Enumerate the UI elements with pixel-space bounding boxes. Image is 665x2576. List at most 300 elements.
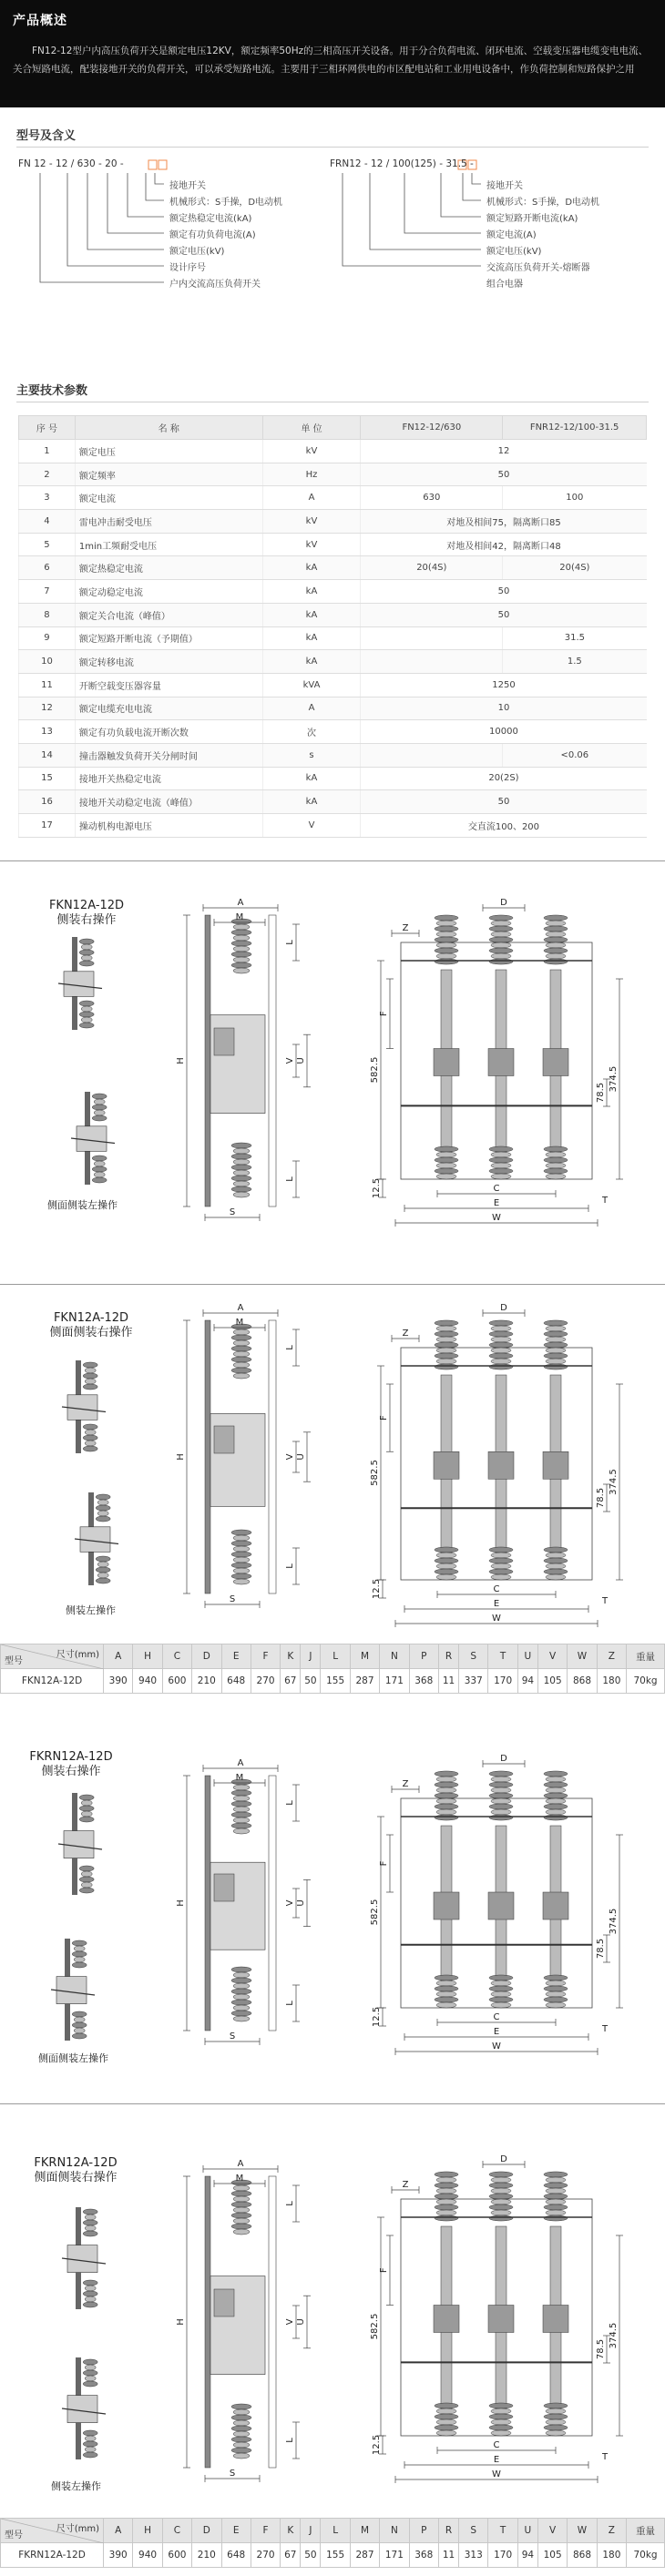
arc-chamber [434, 2306, 459, 2333]
dim-table-header [1, 2519, 665, 2543]
dim-value-cell: 940 [133, 2543, 162, 2568]
model-leader-lines [0, 153, 665, 317]
dim-value-cell: 287 [350, 1669, 379, 1694]
dim-value-cell: 210 [192, 2543, 221, 2568]
dimension-label: Z [402, 2180, 409, 2190]
arc-chamber [434, 1892, 459, 1919]
dimension-label: 582.5 [370, 1460, 380, 1486]
dimension-label: F [379, 1860, 389, 1867]
dimension-label: L [285, 1176, 295, 1182]
spec-cell: 1min工频耐受电压 [75, 533, 262, 556]
dim-col-header: 重量 [627, 2519, 665, 2543]
dimension-label: L [285, 2001, 295, 2006]
spec-cell: 对地及相间75，隔离断口85 [361, 510, 647, 534]
insulator-icon [83, 2280, 97, 2307]
spec-cell [361, 650, 503, 674]
dimension-label: D [500, 1303, 507, 1313]
dim-col-header: H [133, 2519, 162, 2543]
dim-table-corner [1, 2519, 104, 2543]
arc-chamber [488, 2306, 514, 2333]
dimension-label: 374.5 [609, 2322, 619, 2349]
dim-col-header: T [488, 2519, 517, 2543]
dim-value-cell: 648 [221, 2543, 251, 2568]
dim-value-cell: 313 [459, 2543, 488, 2568]
dimension-label: L [285, 2438, 295, 2443]
spec-cell: 撞击器触发负荷开关分闸时间 [75, 743, 262, 767]
insulator-icon [72, 2011, 87, 2039]
spec-cell: 50 [361, 790, 647, 814]
dimension-label: E [493, 2027, 500, 2037]
dim-value-cell: 50 [301, 2543, 321, 2568]
side-dimension-view [169, 1302, 314, 1612]
dimension-label: 582.5 [370, 2313, 380, 2340]
drawing-fkn12a-right [0, 860, 665, 1284]
dimension-label: A [237, 2159, 244, 2169]
spec-cell: kA [262, 767, 361, 790]
dim-value-cell: 270 [251, 1669, 280, 1694]
dim-table-corner [1, 1644, 104, 1669]
dim-col-header: K [281, 2519, 301, 2543]
drawing-caption: 侧面侧装左操作 [38, 2052, 108, 2064]
spec-cell: 3 [19, 486, 76, 510]
insulator-icon [489, 915, 513, 964]
spec-table-row [19, 603, 647, 626]
dimension-label: T [601, 2452, 609, 2462]
insulator-icon [544, 1146, 568, 1179]
spec-cell: 8 [19, 603, 76, 626]
dimension-label: Z [402, 923, 409, 933]
spec-cell: 操动机构电源电压 [75, 814, 262, 838]
insulator-icon [435, 1771, 458, 1820]
spec-table-row [19, 767, 647, 790]
mechanism-box [80, 1527, 110, 1553]
spec-cell: kV [262, 510, 361, 534]
dimension-label: 374.5 [609, 1469, 619, 1495]
spec-cell: kA [262, 556, 361, 580]
insulator-icon [92, 1094, 107, 1121]
dimension-label: V [285, 1899, 295, 1907]
dimension-label: T [601, 1596, 609, 1606]
spec-table-row [19, 697, 647, 720]
side-dimension-view [169, 1757, 314, 2049]
dim-col-header: R [438, 1644, 458, 1669]
dim-col-header: C [162, 1644, 191, 1669]
dim-col-header: D [192, 2519, 221, 2543]
spec-cell: 15 [19, 767, 76, 790]
right-label-1: 接地开关 [486, 181, 523, 191]
spec-cell: 6 [19, 556, 76, 580]
dim-col-header: W [568, 2519, 597, 2543]
insulator-icon [489, 1975, 513, 2008]
insulator-icon [83, 1362, 97, 1390]
dimension-label: 12.5 [372, 2006, 382, 2028]
side-view-thumbnail [56, 1357, 111, 1457]
spec-table-row [19, 510, 647, 534]
dim-value-cell: 171 [380, 1669, 409, 1694]
side-view-thumbnail [46, 1935, 100, 2044]
dimension-label: C [493, 1184, 500, 1194]
dimension-label: 582.5 [370, 1056, 380, 1084]
drawing-title-text: FKN12A-12D 侧装右操作 [48, 899, 125, 927]
spec-cell: s [262, 743, 361, 767]
dim-col-header: E [221, 2519, 251, 2543]
dimension-label: U [296, 1057, 306, 1064]
insulator-icon [231, 919, 251, 973]
dim-col-header: S [459, 1644, 488, 1669]
spec-cell: 4 [19, 510, 76, 534]
overview-title: 产品概述 [13, 14, 67, 28]
dimension-label: V [285, 1057, 295, 1064]
dimension-label: Z [402, 1329, 409, 1339]
right-label-5: 额定电压(kV) [486, 247, 542, 257]
dimension-label: U [296, 1453, 306, 1461]
dimension-label: V [285, 1453, 295, 1461]
frame-outline [269, 1776, 276, 2031]
spec-cell: 11 [19, 673, 76, 697]
dimension-label: H [176, 1453, 186, 1461]
spec-table-row [19, 626, 647, 650]
spec-cell: 额定短路开断电流（予期值） [75, 626, 262, 650]
spec-cell: kA [262, 650, 361, 674]
spec-table-body [19, 440, 647, 838]
dimension-label: M [235, 2174, 244, 2184]
spec-table-row [19, 533, 647, 556]
spec-cell: 额定电压 [75, 440, 262, 463]
dim-table-fkn12a [0, 1644, 665, 1694]
insulator-icon [544, 1547, 568, 1580]
dimension-label: 582.5 [370, 1899, 380, 1926]
insulator-icon [544, 1975, 568, 2008]
spec-cell: 5 [19, 533, 76, 556]
dim-col-header: S [459, 2519, 488, 2543]
spec-table-row [19, 486, 647, 510]
dim-col-header: H [133, 1644, 162, 1669]
dim-value-cell: 170 [488, 2543, 517, 2568]
spec-cell: 额定热稳定电流 [75, 556, 262, 580]
dim-col-header: J [301, 2519, 321, 2543]
left-label-4: 额定有功负荷电流(A) [169, 230, 256, 240]
dim-table-row [1, 2543, 665, 2568]
dim-model-cell: FKN12A-12D [1, 1669, 104, 1694]
insulator-icon [96, 1556, 110, 1583]
mechanism-box [67, 2245, 97, 2273]
left-label-1: 接地开关 [169, 181, 206, 191]
side-view-thumbnail [53, 1789, 107, 1899]
side-view-thumbnail [53, 933, 107, 1033]
insulator-icon [435, 2403, 458, 2436]
spec-cell: 额定动稳定电流 [75, 580, 262, 604]
drawing-caption: 侧装左操作 [51, 2480, 101, 2492]
insulator-icon [544, 2172, 568, 2221]
dim-col-header: R [438, 2519, 458, 2543]
dimension-label: 374.5 [609, 1908, 619, 1935]
spec-cell: 50 [361, 463, 647, 486]
right-label-4: 额定电流(A) [486, 230, 537, 240]
model-code-diagram [0, 153, 665, 317]
insulator-icon [489, 1320, 513, 1369]
dim-value-cell: 270 [251, 2543, 280, 2568]
dim-col-header: K [281, 1644, 301, 1669]
spec-table-row [19, 440, 647, 463]
dim-value-cell: 170 [488, 1669, 517, 1694]
spec-cell: 接地开关动稳定电流（峰值） [75, 790, 262, 814]
spec-cell: 50 [361, 603, 647, 626]
dim-value-cell: 287 [350, 2543, 379, 2568]
dim-col-header: A [104, 1644, 133, 1669]
side-view-thumbnail [69, 1489, 124, 1589]
dim-col-header: N [380, 2519, 409, 2543]
model-code-right: FRN12 - 12 / 100(125) - 31.5 - [330, 158, 474, 169]
spec-cell: 630 [361, 486, 503, 510]
insulator-icon [231, 1967, 251, 2021]
drawing-title-text: FKRN12A-12D 侧面侧装右操作 [34, 2156, 118, 2184]
front-dimension-view [364, 2153, 638, 2490]
spec-section-title: 主要技术参数 [16, 384, 88, 398]
spec-table-row [19, 580, 647, 604]
spec-cell: 31.5 [503, 626, 647, 650]
insulator-icon [489, 1547, 513, 1580]
dim-value-cell: 600 [162, 2543, 191, 2568]
dim-value-cell: 94 [517, 2543, 537, 2568]
dimension-label: E [493, 2455, 500, 2465]
dim-value-cell: 368 [409, 1669, 438, 1694]
dimension-label: F [379, 1011, 389, 1017]
insulator-icon [79, 1001, 94, 1028]
insulator-icon [435, 1547, 458, 1580]
dim-col-header: N [380, 1644, 409, 1669]
dim-col-header: W [568, 1644, 597, 1669]
dim-value-cell: 67 [281, 1669, 301, 1694]
spec-cell: 10000 [361, 720, 647, 744]
section-divider [16, 147, 649, 148]
arc-chamber [488, 1451, 514, 1479]
insulator-icon [83, 2359, 97, 2387]
spec-table-row [19, 673, 647, 697]
spec-cell: 1250 [361, 673, 647, 697]
dimension-label: 374.5 [609, 1065, 619, 1093]
arc-chamber [434, 1451, 459, 1479]
spec-table-row [19, 790, 647, 814]
insulator-icon [435, 2172, 458, 2221]
right-label-2: 机械形式：S手操，D电动机 [486, 198, 600, 208]
spec-cell: kA [262, 790, 361, 814]
frame-bar [205, 2176, 210, 2468]
dim-col-header: A [104, 2519, 133, 2543]
overview-text: FN12-12型户内高压负荷开关是额定电压12KV，额定频率50Hz的三相高压开关设备。用于分合负荷电流、闭环电流、空载变压器电缆变电电流、关合短路电流，配装接地开关的负荷开关，可以承受短路电流。主要用于三相环网供电的市区配电站和工业用电设备中，作负荷控制和短路保护之用 [13, 46, 649, 75]
spec-col-name: 名 称 [75, 416, 262, 440]
dimension-label: W [492, 1213, 501, 1223]
spec-col-unit: 单 位 [262, 416, 361, 440]
dim-value-cell: 600 [162, 1669, 191, 1694]
dimension-label: 78.5 [596, 1082, 606, 1104]
insulator-icon [489, 2172, 513, 2221]
insulator-icon [72, 1940, 87, 1968]
dim-value-cell: 648 [221, 1669, 251, 1694]
drawing-caption: 侧面侧装左操作 [47, 1199, 118, 1211]
spec-cell: 额定电流 [75, 486, 262, 510]
spec-table-row [19, 650, 647, 674]
dim-value-cell: 868 [568, 2543, 597, 2568]
dimension-label: E [493, 1599, 500, 1609]
insulator-icon [435, 1320, 458, 1369]
arc-chamber [488, 1049, 514, 1076]
insulator-icon [489, 2403, 513, 2436]
insulator-icon [83, 2209, 97, 2236]
arc-chamber [434, 1049, 459, 1076]
dimension-label: U [296, 1899, 306, 1907]
left-label-6: 设计序号 [169, 263, 206, 273]
dim-col-header: L [321, 2519, 350, 2543]
spec-cell: 1 [19, 440, 76, 463]
dimension-label: H [176, 2318, 186, 2326]
spec-cell: 7 [19, 580, 76, 604]
spec-cell: 17 [19, 814, 76, 838]
dim-value-cell: 940 [133, 1669, 162, 1694]
drawing-fkrn12a-right [0, 1694, 665, 2103]
dimension-label: A [237, 1758, 244, 1768]
dimension-label: M [235, 1318, 244, 1328]
dim-table-header [1, 1644, 665, 1669]
dimension-label: L [285, 1800, 295, 1806]
spec-cell [361, 743, 503, 767]
mechanism-box [56, 1977, 87, 2004]
arc-chamber [488, 1892, 514, 1919]
model-section-title: 型号及含义 [16, 129, 77, 143]
insulator-icon [231, 2404, 251, 2459]
spec-cell: 10 [19, 650, 76, 674]
dimension-label: F [379, 1415, 389, 1421]
dim-value-cell: 67 [281, 2543, 301, 2568]
left-label-3: 额定热稳定电流(kA) [169, 214, 252, 224]
spec-table-row [19, 814, 647, 838]
left-label-5: 额定电压(kV) [169, 247, 225, 257]
dim-value-cell: 155 [321, 1669, 350, 1694]
dimension-label: W [492, 2041, 501, 2052]
frame-bar [205, 915, 210, 1207]
mechanism-box [67, 1395, 97, 1420]
spec-cell: 100 [503, 486, 647, 510]
spec-cell: 12 [361, 440, 647, 463]
frame-outline [269, 1320, 276, 1593]
insulator-icon [231, 2180, 251, 2235]
frame-outline [269, 2176, 276, 2468]
spec-col-fnr12: FNR12-12/100-31.5 [503, 416, 647, 440]
spring-housing [214, 1028, 234, 1055]
arc-chamber [543, 1892, 568, 1919]
spec-cell: 2 [19, 463, 76, 486]
spec-cell: 额定频率 [75, 463, 262, 486]
dim-value-cell: 70kg [627, 1669, 665, 1694]
model-code-left: FN 12 - 12 / 630 - 20 - [18, 158, 124, 169]
dimension-label: L [285, 940, 295, 945]
dim-col-header: U [517, 1644, 537, 1669]
dim-col-header: M [350, 2519, 379, 2543]
dimension-label: H [176, 1899, 186, 1907]
dim-value-cell: 105 [537, 2543, 567, 2568]
spec-cell: 额定关合电流（峰值） [75, 603, 262, 626]
overview-section [0, 0, 665, 107]
spec-col-no: 序 号 [19, 416, 76, 440]
spec-cell: 额定电缆充电电流 [75, 697, 262, 720]
dimension-label: V [285, 2318, 295, 2326]
spec-cell: 额定转移电流 [75, 650, 262, 674]
arc-chamber [543, 1049, 568, 1076]
spec-cell: 20(4S) [503, 556, 647, 580]
dim-value-cell: 105 [537, 1669, 567, 1694]
insulator-icon [489, 1146, 513, 1179]
dimension-label: 12.5 [372, 2434, 382, 2456]
drawing-title [16, 2156, 135, 2185]
spec-cell: kA [262, 580, 361, 604]
drawing-fkrn12a-side [0, 2103, 665, 2518]
insulator-icon [83, 1424, 97, 1451]
arc-chamber [543, 1451, 568, 1479]
spec-col-fn12: FN12-12/630 [361, 416, 503, 440]
dim-col-header: U [517, 2519, 537, 2543]
spec-cell: kA [262, 626, 361, 650]
spec-cell [361, 626, 503, 650]
dim-col-header: P [409, 1644, 438, 1669]
dim-col-header: E [221, 1644, 251, 1669]
dimension-label: T [601, 1196, 609, 1206]
right-label-7: 组合电器 [486, 280, 523, 290]
dimension-label: L [285, 1563, 295, 1569]
dim-header-top: 尺寸(mm) [56, 1650, 99, 1660]
dim-value-cell: 171 [380, 2543, 409, 2568]
dim-col-header: C [162, 2519, 191, 2543]
spec-cell: A [262, 486, 361, 510]
dimension-label: C [493, 2440, 500, 2450]
dimension-label: W [492, 1614, 501, 1624]
insulator-icon [79, 1795, 94, 1822]
dimension-label: U [296, 2318, 306, 2326]
insulator-icon [231, 1530, 251, 1584]
spec-cell: 13 [19, 720, 76, 744]
dim-table-fkrn12a [0, 2518, 665, 2568]
spec-cell: 10 [361, 697, 647, 720]
drawing-caption: 侧装左操作 [66, 1604, 116, 1616]
dimension-label: C [493, 1584, 500, 1594]
insulator-icon [96, 1494, 110, 1522]
side-dimension-view [169, 2158, 314, 2486]
insulator-icon [79, 939, 94, 966]
insulator-icon [544, 915, 568, 964]
dim-value-cell: 50 [301, 1669, 321, 1694]
dimension-label: Z [402, 1779, 409, 1789]
spec-cell: <0.06 [503, 743, 647, 767]
dimension-label: 12.5 [372, 1578, 382, 1600]
spec-cell: 1.5 [503, 650, 647, 674]
mechanism-box [77, 1126, 107, 1152]
dimension-label: D [500, 898, 507, 908]
spec-table [18, 415, 647, 838]
side-view-thumbnail [66, 1088, 120, 1188]
dimension-label: L [285, 1345, 295, 1350]
dimension-label: W [492, 2469, 501, 2479]
drawing-title-text: FKRN12A-12D 侧装右操作 [29, 1750, 113, 1778]
dimension-label: A [237, 1303, 244, 1313]
drawing-fkn12a-side [0, 1284, 665, 1644]
dim-col-header: D [192, 1644, 221, 1669]
spec-cell: 12 [19, 697, 76, 720]
spec-section [0, 381, 665, 838]
dimension-label: S [229, 1207, 236, 1217]
dimension-label: 12.5 [372, 1177, 382, 1199]
spec-cell: kVA [262, 673, 361, 697]
frame-bar [205, 1776, 210, 2031]
dimension-label: D [500, 2154, 507, 2164]
insulator-icon [435, 1146, 458, 1179]
